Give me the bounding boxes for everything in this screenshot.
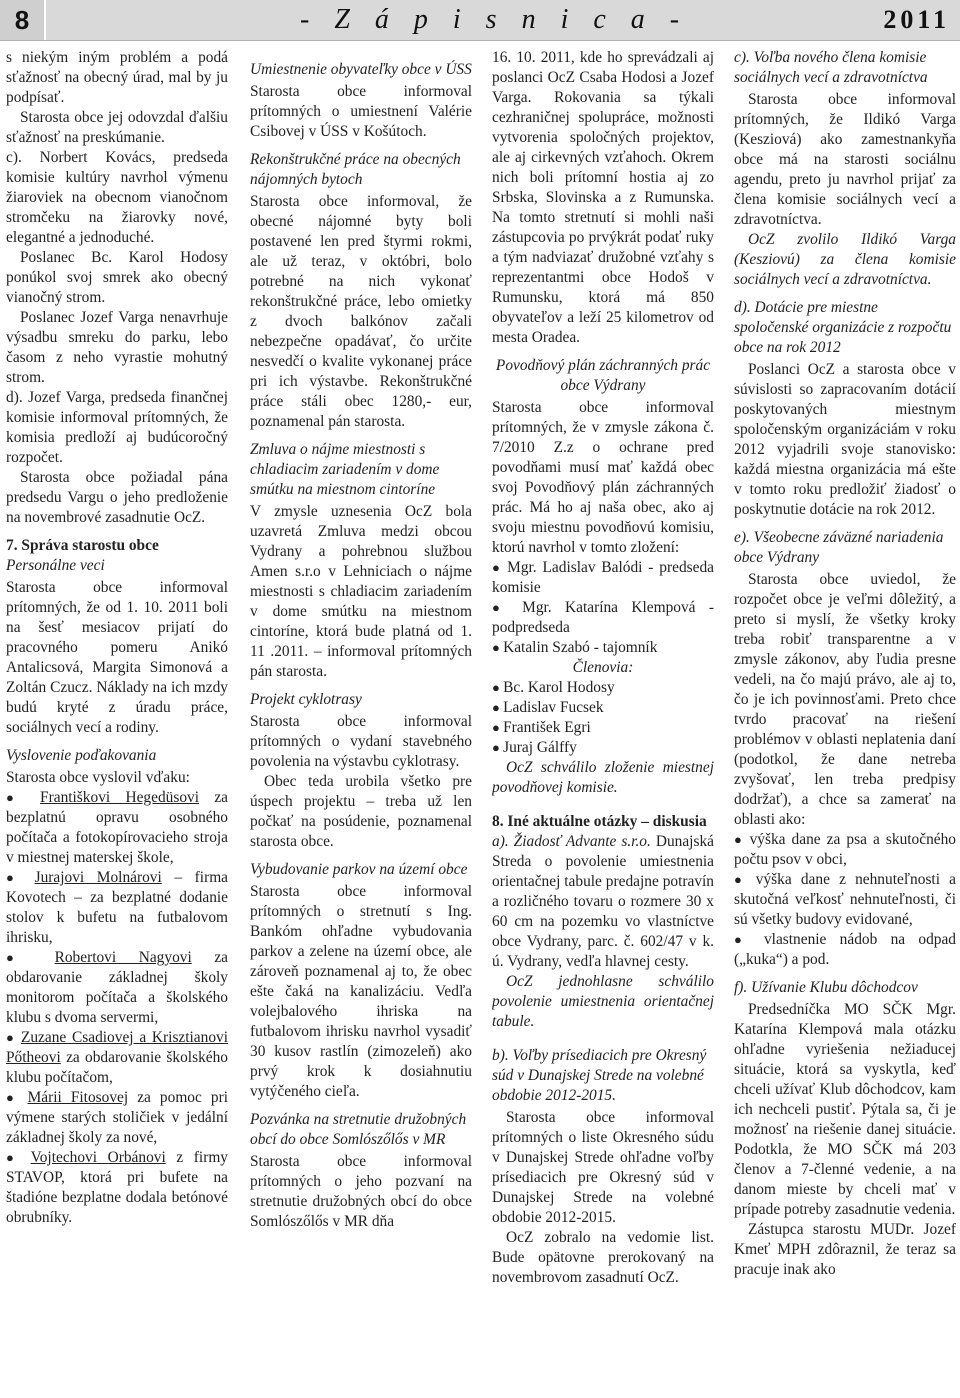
paragraph: Starosta obce požiadal pána predsedu Vargu o jeho predloženie na novembrové zasadnutie OcZ. [6,469,228,526]
thanks-item [6,788,228,868]
paragraph: Starosta obce informoval prítomných o jeho pozvaní na stretnutie družobných obcí do obce Somlószőlős v MR dňa [250,1153,472,1230]
members-label: Členovia: [572,659,634,676]
thanks-text: za bezplatnú opravu osobného počítača a fotokopírovacieho stroja v miestnej materskej škole, [6,789,228,866]
person-name: Zuzane Csadiovej a Krisztianovi Pőtheovi [6,1029,228,1066]
paragraph: Starosta obce informoval prítomných o stretnutí s Ing. Bankóm ohľadne vybudovania parkov a zelene na území obce, ale zároveň poznamenal aj to, že obec ešte čaká na kanalizáciu. Vedľa volejbalového ihriska na futbalovom ihrisku navrhol vysadiť 30 kusov rastlín (zimozeleň) ako prvý krok k dosiahnutiu vytýčeného cieľa. [250,883,472,1100]
paragraph: Obec teda urobila všetko pre úspech projektu – treba už len počkať na posúdenie, poznamenal starosta obce. [250,773,472,850]
paragraph: Starosta obce jej odovzdal ďalšiu sťažnosť na preskúmanie. [6,109,228,146]
person-name: Jurajovi Molnárovi [34,869,162,886]
paragraph: 16. 10. 2011, kde ho sprevádzali aj poslanci OcZ Csaba Hodosi a Jozef Varga. Rokovania sa týkali cezhraničnej spolupráce, možnosti vytvorenia spoločných projektov, ale aj cirkevných vzťahoch. Okrem nich boli prítomní hostia aj zo Srbska, Slovinska a z Rumunska. Na tomto stretnutí si mohli naši zástupcovia po prvýkrát podať ruky a tým nadviazať družobné vzťahy s reprezentantmi obce Hodoš v Rumunsku, ktorá má 850 obyvateľov a leží 25 kilometrov od mesta Oradea. [492,49,714,346]
person-name: Vojtechovi Orbánovi [30,1149,166,1166]
paragraph: d). Jozef Varga, predseda finančnej komisie informoval prítomných, že komisia predloží aj budúcoročný rozpočet. [6,389,228,466]
paragraph: Starosta obce informoval prítomných, že Ildikó Varga (Kesziová) ako zamestnankyňa obce má na starosti sociálnu agendu, preto ju navrhol prijať za člena komisie sociálnych vecí a zdravotníctva. [734,91,956,228]
paragraph: Starosta obce informoval, že obecné nájomné byty boli postavené len pred štyrmi rokmi, ale už teraz, v októbri, bolo potrebné na nich vykonať rekonštrukčné práce, lebo omietky z dvoch balkónov začali nebezpečne opadávať, čo určite nesvedčí o kvalite vykonanej práce pri ich výstavbe. Rekonštrukčné práce stáli obec 1280,- eur, poznamenal pán starosta. [250,193,472,430]
page-header [0,0,960,41]
subheading: Povodňový plán záchranných prác obce Výdrany [495,357,711,394]
paragraph: Starosta obce uviedol, že rozpočet obce je veľmi dôležitý, a preto si myslí, že všetky kroky treba robiť transparentne a v zmysle zákonov, aby ľudia presne vedeli, na čo majú právo, ale aj to, čo je ich povinnosťami. Preto chce tvrdo pracovať na riešení problémov v oblasti neplatenia daní (podotkol, že dane netreba zvyšovať, len treba predpisy dodržať), a chce sa zamerať na oblasti ako: [734,571,956,828]
person-name: Robertovi Nagyovi [54,949,192,966]
subheading: e). Všeobecne záväzné nariadenia obce Výdrany [734,529,944,566]
subheading: Rekonštrukčné práce na obecných nájomných bytoch [250,151,461,188]
committee-member: ● Katalin Szabó - tajomník [492,638,714,658]
section-heading: 7. Správa starostu obce [6,537,159,554]
committee-member: ● František Egri [492,718,714,738]
subheading: Personálne veci [6,557,105,574]
person-name: Márii Fitosovej [27,1089,129,1106]
item-label: a). Žiadosť Advante s.r.o. [492,833,651,850]
list-item: ● vlastnenie nádob na odpad („kuka“) a pod. [734,930,956,970]
paragraph: Predsedníčka MO SČK Mgr. Katarína Klempová mala otázku ohľadne vyriešenia nežiaducej situácie, ktorá sa vyskytla, keď chceli užívať Klub dôchodcov, kam ich nechceli pustiť. Pýtala sa, či je možnosť na riešenie danej situácie. Podotkla, že MO SČK má 203 členov a 7-členné vedenie, a na danom mieste by chceli mať v prípade potreby zasadnutie vedenia. [734,1001,956,1218]
paragraph: Starosta obce informoval prítomných, že v zmysle zákona č. 7/2010 Z.z o ochrane pred povodňami musí mať každá obec svoj Povodňový plán záchranných prác. Má ho aj naša obec, ako aj svoju miestnu povodňovú komisiu, ktorú navrhol v tomto zložení: [492,399,714,556]
subheading: Pozvánka na stretnutie družobných obcí do obce Somlószőlős v MR [250,1111,467,1148]
subheading: b). Voľby prísediacich pre Okresný súd v Dunajskej Strede na volebné obdobie 2012-2015. [492,1047,707,1104]
person-name: Františkovi Hegedüsovi [40,789,199,806]
thanks-text: za obdarovanie školského klubu počítačom, [6,1049,228,1086]
column-4 [734,48,956,1394]
resolution-note: OcZ jednohlasne schválilo povolenie umiestnenia orientačnej tabule. [492,973,714,1030]
column-1 [6,48,228,1394]
item-text: Dunajská Streda o povolenie umiestnenia orientačnej tabule predajne potravín a rozličného tovaru o rozmere 30 x 60 cm na pozemku vo vlastníctve obce Vydrany, parc. č. 602/47 v k. ú. Vydrany, vedľa hlavnej cesty. [492,833,714,970]
paragraph: Starosta obce informoval prítomných o liste Okresného súdu v Dunajskej Strede ohľadne voľby prísediacich pre Okresný súd v Dunajskej Strede na volebné obdobie 2012-2015. [492,1109,714,1226]
thanks-item [6,868,228,948]
subheading: Vybudovanie parkov na území obce [250,861,468,878]
resolution-note: OcZ zvolilo Ildikó Varga (Kesziovú) za člena komisie sociálnych vecí a zdravotníctva. [734,231,956,288]
committee-member: ● Juraj Gálffy [492,738,714,758]
paragraph: Zástupca starostu MUDr. Jozef Kmeť MPH zdôraznil, že teraz sa pracuje inak ako [734,1221,956,1278]
thanks-text: z firmy STAVOP, ktorá pri bufete na štadióne bezplatne dodala betónové obrubníky. [6,1149,228,1226]
paragraph: Poslanci OcZ a starosta obce v súvislosti so zapracovaním dotácií poskytovaných miestnym spoločenským organizáciám v roku 2012 vyjadrili svoje stanovisko: každá miestna organizácia má ešte v tomto roku predložiť žiadosť o poskytnutie dotácie na rok 2012. [734,361,956,518]
column-3 [492,48,714,1394]
committee-member: ● Mgr. Katarína Klempová - podpredseda [492,598,714,638]
subheading: f). Užívanie Klubu dôchodcov [734,979,918,996]
list-item: ● výška dane z nehnuteľnosti a skutočná veľkosť nehnuteľnosti, či sú všetky budovy evidované, [734,870,956,930]
subheading: Umiestnenie obyvateľky obce v ÚSS [250,61,472,78]
resolution-note: OcZ schválilo zloženie miestnej povodňovej komisie. [492,759,714,796]
subheading: Zmluva o nájme miestnosti s chladiacim zariadením v dome smútku na miestnom cintoríne [250,441,440,498]
paragraph: Poslanec Jozef Varga nenavrhuje výsadbu smreku do parku, lebo časom z neho vyrastie mohutný strom. [6,309,228,386]
thanks-text: za pomoc pri výmene starých stoličiek v jedální základnej školy za nové, [6,1089,228,1146]
paragraph: Starosta obce informoval prítomných o umiestnení Valérie Csibovej v ÚSS v Košútoch. [250,83,472,140]
paragraph: Starosta obce informoval prítomných o vydaní stavebného povolenia na výstavbu cyklotrasy. [250,713,472,770]
committee-member: ● Ladislav Fucsek [492,698,714,718]
subheading: d). Dotácie pre miestne spoločenské organizácie z rozpočtu obce na rok 2012 [734,299,952,356]
paragraph: Poslanec Bc. Karol Hodosy ponúkol svoj smrek ako obecný vianočný strom. [6,249,228,306]
paragraph: OcZ zobralo na vedomie list. Bude opätovne prerokovaný na novembrovom zasadnutí OcZ. [492,1229,714,1286]
paragraph: c). Norbert Kovács, predseda komisie kultúry navrhol výmenu žiaroviek na obecnom vianočnom stromčeku na žiarovky nové, elegantné a jednoduché. [6,149,228,246]
thanks-item [6,1148,228,1228]
publication-year: 2011 [883,5,950,34]
committee-member: ● Mgr. Ladislav Balódi - predseda komisie [492,558,714,598]
column-2 [250,48,472,1394]
paragraph: Starosta obce informoval prítomných, že od 1. 10. 2011 boli na šesť mesiacov prijatí do pracovného pomeru Anikó Antalicsová, Margita Simonová a Zoltán Czucz. Náklady na ich mzdy budú kryté z úradu práce, sociálnych vecí a rodiny. [6,579,228,736]
publication-title: - Z á p i s n i c a - [300,4,689,35]
thanks-item [6,1088,228,1148]
section-heading: 8. Iné aktuálne otázky – diskusia [492,813,707,830]
paragraph: Starosta obce vyslovil vďaku: [6,769,190,786]
page-number: 8 [0,0,46,40]
thanks-item [6,948,228,1028]
subheading: Vyslovenie poďakovania [6,747,157,764]
paragraph: s niekým iným problém a podá sťažnosť na obecný úrad, mal by ju podpísať. [6,49,228,106]
thanks-text: za obdarovanie základnej školy monitorom počítača a školského klubu s dvoma servermi, [6,949,228,1026]
subheading: Projekt cyklotrasy [250,691,362,708]
list-item: ● výška dane za psa a skutočného počtu psov v obci, [734,830,956,870]
committee-member: ● Bc. Karol Hodosy [492,678,714,698]
thanks-item [6,1028,228,1088]
thanks-text: – firma Kovotech – za bezplatné dodanie stolov k bufetu na futbalovom ihrisku, [6,869,228,946]
subheading: c). Voľba nového člena komisie sociálnych vecí a zdravotníctva [734,49,928,86]
paragraph: V zmysle uznesenia OcZ bola uzavretá Zmluva medzi obcou Vydrany a pohrebnou službou Amen s.r.o v Lehniciach o nájme miestnosti s chladiacim zariadením v dome smútku na miestnom cintoríne, ktorá bude platná od 1. 11 .2011. – informoval prítomných pán starosta. [250,503,472,680]
paragraph [492,832,714,972]
